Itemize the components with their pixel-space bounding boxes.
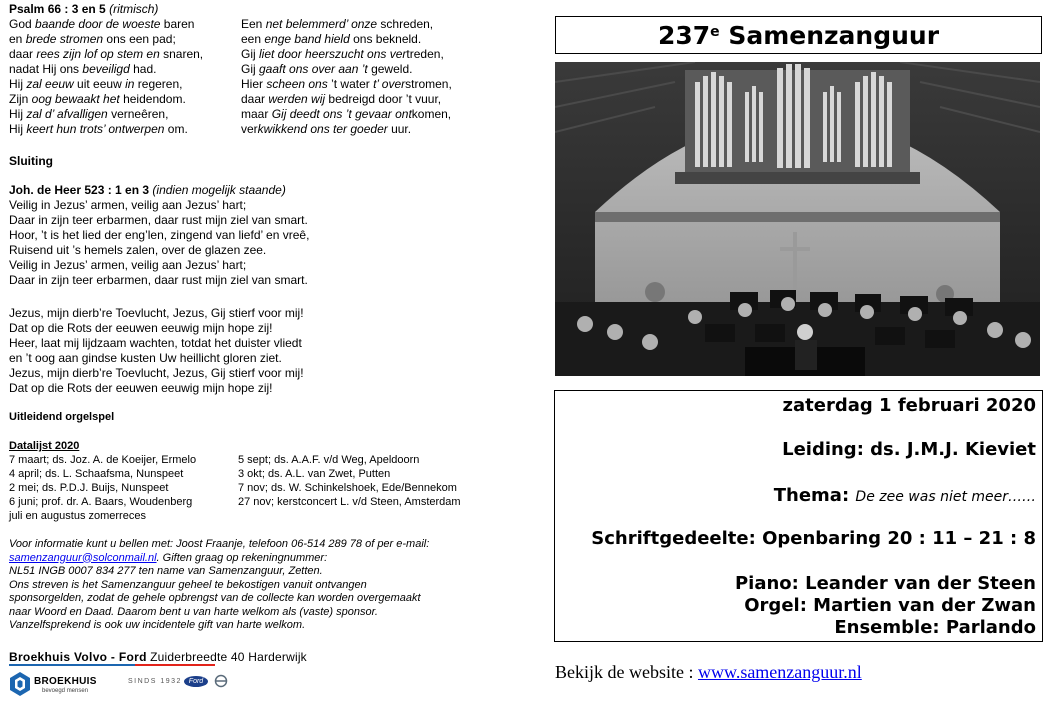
verse-fragment: ons een pad; xyxy=(103,32,176,46)
ford-logo xyxy=(184,676,208,687)
hymn-verse-2 xyxy=(9,306,304,396)
verse-fragment: liet door heerszucht ons ver xyxy=(259,47,407,61)
broekhuis-logo-icon xyxy=(9,671,31,697)
verse-fragment: schreden, xyxy=(377,17,434,31)
verse-fragment: snaren, xyxy=(159,47,204,61)
contact-line: NL51 INGB 0007 834 277 ten name van Samenzanguur, Zetten. xyxy=(9,565,323,577)
hymn-line: Dat op die Rots der eeuwen eeuwig mijn hope zij! xyxy=(9,381,273,395)
datalijst-heading: Datalijst 2020 xyxy=(9,440,80,452)
postlude-heading: Uitleidend orgelspel xyxy=(9,411,115,423)
hymn-verse-1 xyxy=(9,198,309,288)
verse-line xyxy=(241,32,452,47)
verse-fragment: Een xyxy=(241,17,266,31)
datalijst-entry: 6 juni; prof. dr. A. Baars, Woudenberg xyxy=(9,496,193,508)
church-organ-image xyxy=(555,62,1040,376)
psalm-heading xyxy=(9,2,158,17)
contact-line-2 xyxy=(9,552,509,566)
psalm-note: (ritmisch) xyxy=(109,2,159,16)
verse-line xyxy=(9,107,203,122)
since-1932: SINDS 1932 xyxy=(128,678,182,685)
verse-fragment: scheen ons xyxy=(266,77,328,91)
broekhuis-logo-text: BROEKHUIS xyxy=(34,676,97,687)
hymn-line: Heer, laat mij lijdzaam wachten, totdat het duister vliedt xyxy=(9,336,302,350)
verse-line xyxy=(241,62,452,77)
datalijst-entry: 4 april; ds. L. Schaafsma, Nunspeet xyxy=(9,468,184,480)
verse-fragment: Zijn xyxy=(9,92,32,106)
email-link[interactable]: samenzanguur@solconmail.nl xyxy=(9,551,157,564)
verse-line xyxy=(9,47,203,62)
verse-fragment: Hier xyxy=(241,77,267,91)
verse-fragment: enge band hield xyxy=(264,32,350,46)
sponsor-name: Broekhuis Volvo - Ford xyxy=(9,650,147,664)
event-thema xyxy=(774,485,1036,506)
verse-fragment: oog bewaakt het xyxy=(31,92,120,106)
event-schriftgedeelte: Schriftgedeelte: Openbaring 20 : 11 – 21 : 8 xyxy=(591,528,1036,549)
contact-line-2-rest: . Giften graag op rekeningnummer: xyxy=(156,551,328,564)
verse-fragment: zal d’ afvalligen xyxy=(26,107,108,121)
verse-fragment: ons bekneld. xyxy=(349,32,422,46)
verse-fragment: een xyxy=(241,32,265,46)
verse-fragment: God xyxy=(9,17,36,31)
hymn-line: Daar in zijn teer erbarmen, daar rust mijn ziel van smart. xyxy=(9,213,308,227)
event-piano: Piano: Leander van der Steen xyxy=(734,573,1036,594)
psalm-title: Psalm 66 : 3 en 5 xyxy=(9,2,106,16)
contact-line: Ons streven is het Samenzanguur geheel te bekostigen vanuit ontvangen xyxy=(9,578,367,591)
hymn-line: Daar in zijn teer erbarmen, daar rust mijn ziel van smart. xyxy=(9,273,308,287)
verse-fragment: stromen, xyxy=(405,77,452,91)
verse-line xyxy=(9,92,203,107)
hymn-line: Veilig in Jezus’ armen, veilig aan Jezus’ hart; xyxy=(9,258,247,272)
event-ensemble: Ensemble: Parlando xyxy=(834,617,1036,638)
hymn-line: Dat op die Rots der eeuwen eeuwig mijn hope zij! xyxy=(9,321,273,335)
verse-line xyxy=(241,17,452,32)
datalijst-entry: 7 nov; ds. W. Schinkelshoek, Ede/Bennekom xyxy=(238,482,457,494)
psalm-verse-right xyxy=(241,17,452,137)
verse-fragment: regeren, xyxy=(134,77,183,91)
verse-line xyxy=(241,122,452,137)
datalijst-entry: 27 nov; kerstconcert L. v/d Steen, Amsterdam xyxy=(238,496,461,508)
verse-fragment: keert hun trots’ ontwerpen xyxy=(26,122,165,136)
sponsor-line xyxy=(9,650,307,664)
verse-fragment: uit eeuw xyxy=(73,77,126,91)
contact-line: sponsorgelden, zodat de gehele opbrengst van de collecte kan worden overgemaakt xyxy=(9,592,421,604)
contact-line: Vanzelfsprekend is ook uw incidentele gift van harte welkom. xyxy=(9,619,306,631)
verse-fragment: t’ over xyxy=(373,77,406,91)
website-prefix: Bekijk de website : xyxy=(555,662,698,682)
concert-photo xyxy=(555,62,1040,376)
verse-fragment: om. xyxy=(164,122,188,136)
datalijst-entry: 5 sept; ds. A.A.F. v/d Weg, Apeldoorn xyxy=(238,454,420,466)
volvo-logo-icon xyxy=(214,674,228,693)
thema-label: Thema: xyxy=(773,485,850,506)
verse-fragment: verneêren, xyxy=(107,107,169,121)
event-orgel: Orgel: Martien van der Zwan xyxy=(744,595,1036,616)
verse-fragment: Hij xyxy=(9,122,27,136)
verse-fragment: had. xyxy=(129,62,157,76)
verse-fragment: beveiligd xyxy=(82,62,130,76)
verse-fragment: geweld. xyxy=(367,62,413,76)
verse-line xyxy=(9,77,203,92)
contact-line: naar Woord en Daad. Daarom bent u van harte welkom als (vaste) sponsor. xyxy=(9,605,378,618)
hymn-note: (indien mogelijk staande) xyxy=(152,183,286,197)
verse-fragment: uur. xyxy=(387,122,412,136)
verse-line xyxy=(241,92,452,107)
verse-fragment: daar xyxy=(241,92,269,106)
hymn-line: Ruisend uit ’s hemels zalen, over de glazen zee. xyxy=(9,243,267,257)
verse-fragment: komen, xyxy=(411,107,452,121)
verse-line xyxy=(241,77,452,92)
event-title xyxy=(555,16,1042,54)
verse-fragment: rees zijn lof op stem en xyxy=(36,47,160,61)
verse-fragment: brede stromen xyxy=(25,32,104,46)
website-link[interactable]: www.samenzanguur.nl xyxy=(697,662,862,682)
hymn-line: Jezus, mijn dierb’re Toevlucht, Jezus, Gij stierf voor mij! xyxy=(9,306,304,320)
verse-fragment: bedreigd door ’t vuur, xyxy=(325,92,442,106)
sponsor-address: Zuiderbreedte 40 Harderwijk xyxy=(150,650,307,664)
event-date: zaterdag 1 februari 2020 xyxy=(782,395,1036,416)
datalijst-entry: 7 maart; ds. Joz. A. de Koeijer, Ermelo xyxy=(9,454,197,466)
verse-fragment: kwikkend ons ter goeder xyxy=(257,122,388,136)
verse-fragment: in xyxy=(125,77,135,91)
verse-fragment: Hij xyxy=(9,77,27,91)
verse-fragment: gaaft ons over aan ’t xyxy=(259,62,368,76)
verse-line xyxy=(9,122,203,137)
verse-fragment: daar xyxy=(9,47,37,61)
verse-fragment: maar xyxy=(241,107,272,121)
ford-logo-text: Ford xyxy=(188,678,204,685)
sluiting-heading: Sluiting xyxy=(9,154,53,168)
event-leiding: Leiding: ds. J.M.J. Kieviet xyxy=(782,439,1036,460)
hymn-line: Hoor, ’t is het lied der eng’len, zingend van liefd’ en vreê, xyxy=(9,228,310,242)
verse-line xyxy=(9,32,203,47)
event-title-rest: Samenzanguur xyxy=(719,21,940,50)
datalijst-entry: 2 mei; ds. P.D.J. Buijs, Nunspeet xyxy=(9,482,169,494)
verse-fragment: en xyxy=(9,32,26,46)
verse-fragment: treden, xyxy=(406,47,444,61)
datalijst-right xyxy=(238,453,461,520)
event-title-number: 237 xyxy=(657,21,711,50)
verse-fragment: baren xyxy=(160,17,195,31)
verse-line xyxy=(9,62,203,77)
psalm-verse-left xyxy=(9,17,203,137)
verse-fragment: heidendom. xyxy=(119,92,186,106)
verse-fragment: werden wij xyxy=(268,92,326,106)
sponsor-underline-blue xyxy=(9,664,135,666)
verse-line xyxy=(241,47,452,62)
thema-value: De zee was niet meer…… xyxy=(855,489,1036,505)
datalijst-entry xyxy=(238,509,461,520)
verse-line xyxy=(9,17,203,32)
verse-fragment: Hij xyxy=(9,107,27,121)
hymn-title: Joh. de Heer 523 : 1 en 3 xyxy=(9,183,150,197)
datalijst-entry: juli en augustus zomerreces xyxy=(9,510,146,522)
verse-fragment: zal eeuw xyxy=(26,77,74,91)
broekhuis-logo-sub: bevoegd mensen xyxy=(42,688,89,694)
hymn-heading xyxy=(9,183,286,198)
datalijst-left xyxy=(9,453,196,523)
datalijst-entry: 3 okt; ds. A.L. van Zwet, Putten xyxy=(238,468,391,480)
website-line xyxy=(555,662,862,683)
verse-fragment: nadat Hij ons xyxy=(9,62,83,76)
verse-line xyxy=(241,107,452,122)
contact-block xyxy=(9,538,509,633)
broekhuis-logo xyxy=(9,671,99,697)
hymn-line: Veilig in Jezus’ armen, veilig aan Jezus’ hart; xyxy=(9,198,247,212)
verse-fragment: Gij xyxy=(241,47,259,61)
hymn-line: Jezus, mijn dierb’re Toevlucht, Jezus, Gij stierf voor mij! xyxy=(9,366,304,380)
verse-fragment: Gij deedt ons ’t gevaar ont xyxy=(271,107,412,121)
event-info-box xyxy=(554,390,1043,642)
hymn-line: en ’t oog aan gindse kusten Uw heillicht gloren ziet. xyxy=(9,351,282,365)
sponsor-underline-red xyxy=(135,664,215,666)
verse-fragment: Gij xyxy=(241,62,259,76)
verse-fragment: ’t water xyxy=(327,77,374,91)
contact-line-1: Voor informatie kunt u bellen met: Joost Fraanje, telefoon 06-514 289 78 of per e-mail: xyxy=(9,538,430,550)
event-title-sup: e xyxy=(710,24,720,40)
verse-fragment: ver xyxy=(241,122,258,136)
verse-fragment: baande door de woeste xyxy=(35,17,161,31)
verse-fragment: net belemmerd’ onze xyxy=(265,17,378,31)
